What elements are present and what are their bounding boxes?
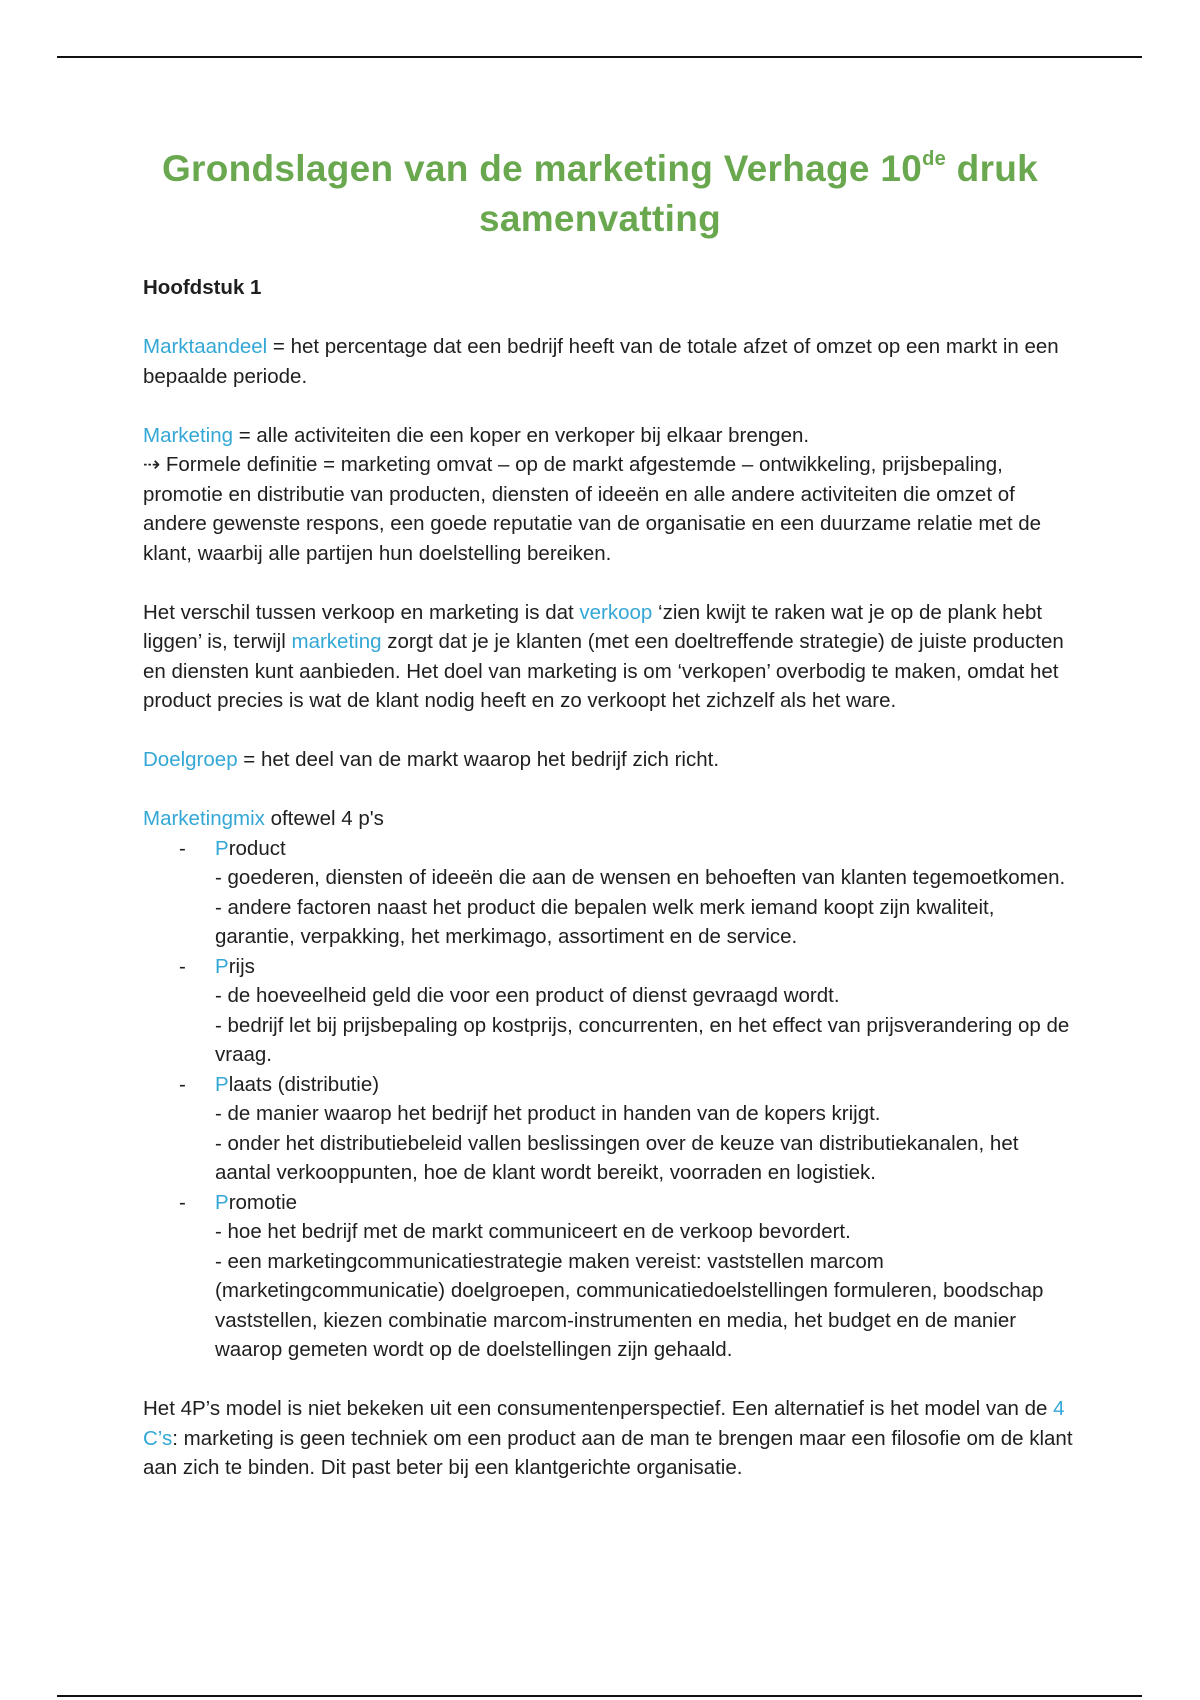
marketingmix-heading [143, 804, 1078, 834]
marktaandeel-term: Marktaandeel [143, 335, 268, 358]
title-text-part1: Grondslagen van de marketing Verhage 10 [161, 148, 923, 189]
doelgroep-definition [143, 745, 1078, 775]
item-line: - andere factoren naast het product die bepalen welk merk iemand koopt zijn kwaliteit, garantie, verpakking, het merkimago, assortiment en de service. [215, 895, 995, 948]
item-first-letter: P [215, 954, 229, 978]
item-title-rest: laats (distributie) [228, 1072, 380, 1096]
marketingmix-list [143, 834, 1078, 1365]
difference-part1: Het verschil tussen verkoop en marketing is dat [143, 600, 580, 624]
doelgroep-text: = het deel van de markt waarop het bedrijf zich richt. [237, 748, 720, 771]
list-item-plaats [143, 1070, 1078, 1188]
difference-keyword-marketing: marketing [291, 630, 382, 653]
top-rule [57, 56, 1142, 58]
title-superscript: de [922, 148, 947, 170]
marketing-text: = alle activiteiten die een koper en verkoper bij elkaar brengen. [233, 423, 810, 447]
title-line2: samenvatting [478, 198, 722, 239]
item-line: - de hoeveelheid geld die voor een product of dienst gevraagd wordt. [215, 984, 840, 1007]
list-item-prijs [143, 952, 1078, 1070]
difference-keyword-verkoop: verkoop [579, 600, 653, 624]
item-first-letter: P [215, 1072, 229, 1096]
bullet-dash: - [179, 954, 186, 978]
difference-part2: ‘zien kwijt te raken wat je op de plank hebt liggen’ is, terwijl [143, 600, 1043, 653]
marketingmix-term: Marketingmix [143, 807, 265, 830]
document-title [60, 144, 1140, 244]
document-body [143, 273, 1078, 1483]
list-item-promotie [143, 1188, 1078, 1365]
model-4c-keyword: 4 C’s [143, 1397, 1065, 1450]
title-text-part2: druk [946, 148, 1039, 189]
bullet-dash: - [179, 1072, 186, 1096]
item-line: - de manier waarop het bedrijf het product in handen van de kopers krijgt. [215, 1102, 881, 1125]
marketing-formal-definition: ⇢ Formele definitie = marketing omvat – op de markt afgestemde – ontwikkeling, prijsbepaling, promotie en distributie van producten, diensten of ideeën en alle andere activiteiten die omzet of andere gewenste respons, een goede reputatie van de organisatie en een duurzame relatie met de klant, waarbij alle partijen hun doelstelling bereiken. [143, 453, 1042, 565]
bullet-dash: - [179, 1190, 186, 1214]
item-title-rest: romotie [228, 1190, 298, 1214]
marketingmix-text: oftewel 4 p's [264, 807, 384, 830]
model-4p-paragraph [143, 1394, 1078, 1483]
item-title-rest: roduct [228, 836, 286, 860]
item-line: - goederen, diensten of ideeën die aan de wensen en behoeften van klanten tegemoetkomen. [215, 866, 1066, 889]
item-first-letter: P [215, 1190, 229, 1214]
model-4p-part2: : marketing is geen techniek om een product aan de man te brengen maar een filosofie om de klant aan zich te binden. Dit past beter bij een klantgerichte organisatie. [143, 1426, 1073, 1479]
doelgroep-term: Doelgroep [143, 748, 238, 771]
chapter-heading: Hoofdstuk 1 [143, 276, 262, 299]
item-line: - bedrijf let bij prijsbepaling op kostprijs, concurrenten, en het effect van prijsverandering op de vraag. [215, 1013, 1070, 1066]
list-item-product [143, 834, 1078, 952]
item-line: - onder het distributiebeleid vallen beslissingen over de keuze van distributiekanalen, het aantal verkooppunten, hoe de klant wordt bereikt, voorraden en logistiek. [215, 1131, 1019, 1184]
marketing-definition [143, 421, 1078, 451]
marketing-term: Marketing [143, 423, 234, 447]
marktaandeel-definition [143, 332, 1078, 391]
item-first-letter: P [215, 836, 229, 860]
item-title-rest: rijs [228, 954, 255, 978]
difference-part3: zorgt dat je je klanten (met een doeltreffende strategie) de juiste producten en diensten kunt aanbieden. Het doel van marketing is om ‘verkopen’ overbodig te maken, omdat het product precies is wat de klant nodig heeft en zo verkoopt het zichzelf als het ware. [143, 630, 1064, 712]
bullet-dash: - [179, 836, 186, 860]
item-line: - hoe het bedrijf met de markt communiceert en de verkoop bevordert. [215, 1220, 851, 1243]
marktaandeel-text: = het percentage dat een bedrijf heeft van de totale afzet of omzet op een markt in een bepaalde periode. [143, 335, 1059, 388]
model-4p-part1: Het 4P’s model is niet bekeken uit een consumentenperspectief. Een alternatief is het model van de [143, 1397, 1054, 1420]
bottom-rule [57, 1695, 1142, 1697]
difference-paragraph [143, 598, 1078, 716]
item-line: - een marketingcommunicatiestrategie maken vereist: vaststellen marcom (marketingcommunicatie) doelgroepen, communicatiedoelstellingen formuleren, boodschap vaststellen, kiezen combinatie marcom-instrumenten en media, het budget en de manier waarop gemeten wordt op de doelstellingen zijn gehaald. [215, 1249, 1044, 1361]
